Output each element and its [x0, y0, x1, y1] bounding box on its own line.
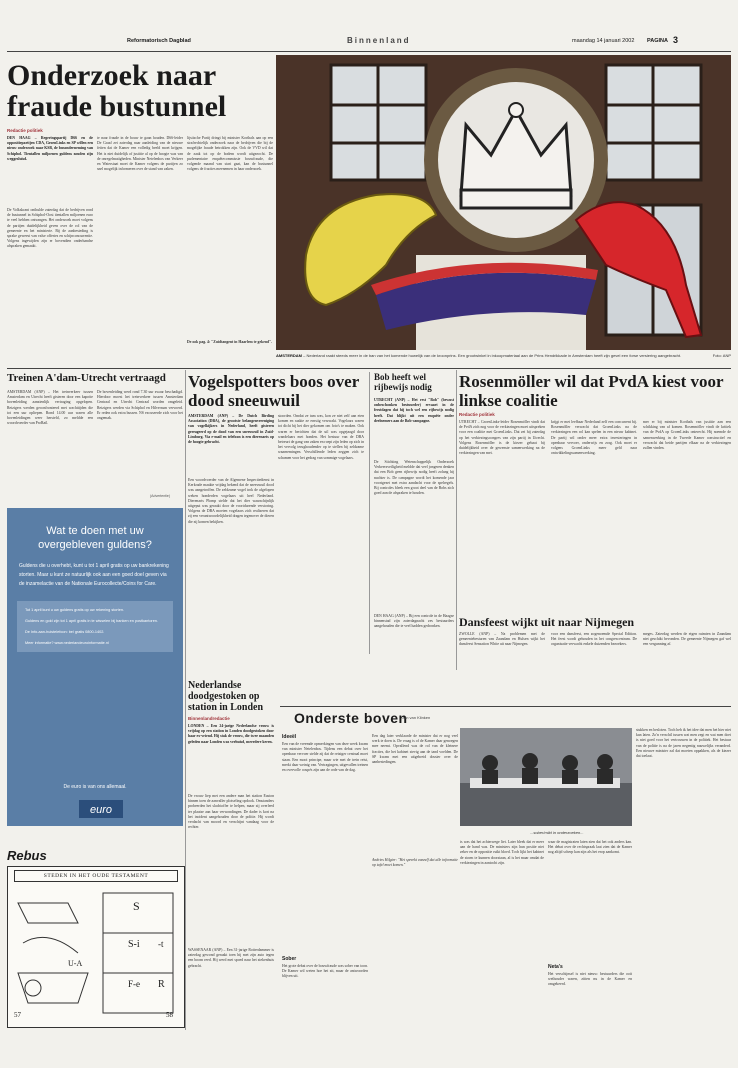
train-col1: AMSTERDAM (ANP) – Het treinverkeer tussen Amsterdam en Utrecht heeft gisteren door een kapotte bovenleiding aanzienlijk vertraging opgelopen. Reizigers werden geconfronteerd met wachttijden die tot een uur opliepen. Rond 14.00 uur waren alle bovenleidingen weer hersteld, zo meldde een woordvoerder van ProRail.: [7, 390, 93, 426]
column-rule: [185, 370, 186, 1030]
train-col2: De bovenleiding werd rond 7.30 uur zwaar beschadigd. Hierdoor moest het treinverkeer tussen Amsterdam Centraal en Utrecht Centraal worden omgeleid. Reizigers werden via Schiphol en Hilversum vervoerd. Er reden ook extra bussen. NS excuseerde zich voor het ongemak.: [97, 390, 183, 421]
rebus-title: Rebus: [7, 848, 47, 863]
rebus-symbol: -t: [158, 939, 164, 949]
section-rule-1: [7, 368, 731, 369]
ad-title: Wat te doen met uw overgebleven guldens?: [38, 525, 152, 551]
boven-col4b: Het verschijnsel is niet nieuw: bestuurders die ooit wethouder waren, zitten nu in de Kamer en omgekeerd.: [548, 972, 632, 987]
bob-stamp: DEN HAAG (ANP) – Bij een controle in de Haagse binnenstad zijn zaterdagnacht zes bestuurders aangehouden die te veel hadden gedronken.: [374, 614, 454, 629]
paper-name: Reformatorisch Dagblad: [127, 38, 191, 44]
nijmegen-col2: voor een dansfeest, een zogenoemde Special Edition. Het feest wordt gehouden in het congrescentrum. De organisatie verwacht enkele duizenden bezoekers.: [551, 632, 637, 647]
nijmegen-col3: meges. Zaterdag werden de eigen ruimten in Zaandam niet geschikt bevonden. De gemeente Nijmegen gaf wel een vergunning af.: [643, 632, 731, 647]
rosenmoller-col2: krijgt er met leefbaar Nederland zelf een concurrent bij. Rosenmöller verwacht dat GroenLinks na de verkiezingen een rol kan spelen in een nieuw kabinet. De partij wil onder meer extra investeringen in openbaar vervoer, onderwijs en zorg. Ook moet er volgens GroenLinks meer geld naar ontwikkelingssamenwerking.: [551, 420, 637, 456]
page-label: PAGINA: [647, 38, 668, 44]
caption-place: AMSTERDAM: [276, 353, 302, 358]
boven-headline: Onderste boven: [294, 710, 408, 726]
euro-logo-text: euro: [89, 804, 113, 816]
bird-headline: Vogelspotters boos over dood sneeuwuil: [188, 372, 359, 410]
advertisement-tag: (Advertentie): [150, 494, 171, 498]
boven-col1b: Het grote debat over de bouwfraude was sober van toon. De Kamer wil weten hoe het zit, maar de antwoorden blijven uit.: [282, 964, 368, 979]
nederlandse-headline: Nederlandse doodgestoken op station in Londen: [188, 680, 264, 713]
nederlandse-second: WASSENAAR (ANP) – Een 31-jarige Rotterdammer is zaterdag gewond geraakt toen hij met zijn auto tegen een boom reed. Hij werd met spoed naar het ziekenhuis gebracht.: [188, 948, 274, 968]
bob-lead: UTRECHT (ANP) – Het rest "Bob" (bewust onbeschonken bestuurder) ervaart in de feestdagen dat hij toch wel een rijbewijs nodig heeft. Dat blijkt uit een enquête onder deelnemers aan de Bob-campagne.: [374, 398, 454, 423]
train-headline: Treinen A'dam-Utrecht vertraagd: [7, 372, 166, 384]
lead-more: De ook pag. 4: "Zuidtangent in Haarlem te gekend".: [187, 340, 273, 344]
caption-text: – Nederland raakt steeds meer in de ban van het komende huwelijk van de kroonprins. Een grootwinkel in inkoopmateriaal aan de Prins Hendrikkade in Amsterdam heeft zijn gevel een forse versiering aangebracht.: [303, 353, 682, 358]
boven-col5: stukken en besloten. Toch heb ik het idee dat men het hier niet kan laten. Zo'n verschil tussen wat men zegt en wat men doet is niet goed voor het vertrouwen in de politiek. Het bestuur van de politie is na de jaren negentig nauwelijks veranderd. Een nieuwe minister zal dat moeten oppakken, als de kiezer dat toelaat.: [636, 728, 731, 759]
lead-body-col3: lijstische Partij dringt bij minister Korthals aan op een strafrechtelijk onderzoek naar de bedrijven die bij de mogelijke fraude betrokken zijn. Ook de VVD wil dat de zaak tot op de bodem wordt uitgezocht. De parlementaire enquêtecommissie bouwfraude, die volgende maand van start gaat, kan de bustunnel volgens de fracties meenemen in haar onderzoek.: [187, 136, 273, 172]
header-rule: [7, 51, 731, 52]
nijmegen-headline: Dansfeest wijkt uit naar Nijmegen: [459, 615, 635, 629]
bird-lead: AMSTERDAM (ANP) – De Dutch Birding Association (DBA), de grootste belangenvereniging van vogelkijkers in Nederland, heeft gisteren gereageerd op de dood van een sneeuwuil in Zuid-Limburg. Via e-mail en telefoon is een dierenarts op de hoogte gebracht.: [188, 414, 274, 445]
lead-headline: Onderzoek naar fraude bustunnel: [7, 59, 227, 123]
photo-caption: [276, 353, 731, 365]
rosenmoller-kicker: Redactie politiek: [459, 412, 495, 417]
boven-col1: Een van de vreemde opmerkingen van deze week kwam van minister Netelenbos. Tijdens een debat over het openbaar vervoer stelde zij dat de reiziger centraal moet staan. Een mooi principe, maar wie met de trein reist, merkt daar weinig van. Vertragingen, uitgevallen treinen en overvolle coupés zijn aan de orde van de dag.: [282, 742, 368, 773]
bob-headline: Bob heeft wel rijbewijs nodig: [374, 372, 432, 392]
column-rule: [456, 370, 457, 670]
boven-rule: [280, 706, 731, 707]
rebus-number-right: 58: [166, 1011, 173, 1019]
bob-box: [369, 372, 456, 654]
boven-subhead: Neta's: [548, 964, 563, 970]
page-header: [7, 36, 731, 50]
rebus-symbol: F-e: [128, 979, 140, 989]
main-photo: [276, 55, 731, 350]
boven-col4: waar de magistraten laten zien dat het ook anders kan. Het debat over de rechtspraak laat zien dat de Kamer nog altijd scherp kan zijn als het erop aankomt.: [548, 840, 632, 855]
lead-body-col2: te naar fraude in de bouw te gaan houden. D66-leider De Graaf zei zaterdag naar aanleiding van de nieuwe feiten dat de Kamer een volledig beeld moet krijgen. Het is niet duidelijk of justitie al op de hoogte was van de onregelmatigheden. Minister Netelenbos van Verkeer en Waterstaat moet de Kamer volgens de partijen zo snel mogelijk informeren over de stand van zaken.: [97, 136, 183, 172]
section-name: Binnenland: [347, 36, 411, 45]
ad-bullet: Meer informatie? www.nederlandeuroinformatie.nl: [25, 641, 109, 645]
rebus-banner: STEDEN IN HET OUDE TESTAMENT: [14, 870, 178, 882]
rosenmoller-headline: Rosenmöller wil dat PvdA kiest voor linkse coalitie: [459, 372, 724, 410]
ad-footer: De euro is van ons allemaal.: [63, 784, 127, 790]
boven-col3: is was dat het achterwege liet. Later bleek dat er meer aan de hand was. De ministers zijn hun positie niet zeker en de oppositie ruikt bloed. Toch lijkt het kabinet de storm te kunnen doorstaan, al is het maar omdat de verkiezingen in aantocht zijn.: [460, 840, 544, 865]
boven-photo: [460, 728, 632, 826]
rebus-symbol: S: [133, 899, 140, 913]
nederlandse-kicker: Binnenlandredactie: [188, 716, 230, 721]
boven-quote: Andries Hilgier: "Het spreekt vanzelf dat alle informatie op tafel moet komen.": [372, 858, 458, 868]
lead-intro: DEN HAAG – Regeringspartij D66 en de oppositiepartijen CDA, GroenLinks en SP willen een nieuw onderzoek naar KSB, de busonderneming van Schiphol. Tientallen miljoenen guldens zouden zijn weggesluisd.: [7, 136, 93, 161]
bird-col2: stoorden. Omdat ze tam was, kon ze niet zelf aan eten komen en raakte ze ernstig verzwakt. Vogelaars waren tot dicht bij het dier gekomen om foto's te maken. Ook waren er berichten dat de uil was opgejaagd door wandelaars met honden. Het bestuur van de DBA betreurt de gang van zaken en roept zijn leden op zich in het vervolg terughoudender op te stellen bij zeldzame waarnemingen. Verschillende leden zeggen zich te schamen voor het gedrag van sommige vogelaars.: [278, 414, 364, 460]
photo-credit: Foto: ANP: [712, 353, 731, 358]
lead-body-col1: De Volkskrant onthulde zaterdag dat de bedrijven rond de bustunnel in Schiphol-Oost tientallen miljoenen euro te veel hebben ontvangen. Het onderzoek moet volgens de partijen duidelijkheid geven over de rol van de gemeente en het ministerie. Bij de aanbesteding is sprake geweest van valse offertes en schijnconcurrentie. Volgens ingewijden zijn er bovendien onderhandse afspraken gemaakt.: [7, 208, 93, 249]
rebus-symbol: U-A: [68, 959, 83, 968]
euro-advertisement: [7, 508, 183, 826]
page-number: 3: [673, 35, 679, 45]
rebus-number-left: 57: [14, 1011, 21, 1019]
rebus-drawings: [8, 883, 184, 1023]
boven-byline: Jan van Klinken: [402, 715, 431, 720]
boven-col2: Een dag later verklaarde de minister dat er nog veel werk te doen is. De vraag is of de Kamer daar genoegen mee neemt. Opvallend was de rol van de kleinere fracties, die het kabinet stevig aan de tand voelden. De SP kwam met een uitgebreid dossier over de aanbestedingen.: [372, 734, 458, 765]
boven-subhead: Sober: [282, 956, 297, 962]
lead-kicker: Redactie politiek: [7, 128, 43, 133]
rebus-symbol: S-i: [128, 939, 140, 950]
ad-bullet: De Info-aan-huistelefoon: bel gratis 0800-1402.: [25, 630, 105, 634]
rosenmoller-col1: UTRECHT – GroenLinks-leider Rosenmöller vindt dat de PvdA zich nog voor de verkiezingen moet uitspreken voor een coalitie met GroenLinks. Dat zei hij zaterdag op het verkiezingscongres van zijn partij in Utrecht. Volgens Rosenmöller is de kiezer gebaat bij duidelijkheid over de gewenste samenwerking na de verkiezingen van mei.: [459, 420, 545, 456]
bird-col1: Een woordvoerder van de Algemene Inspectiedienst in Kerkrade maakte vrijdag bekend dat de sneeuwuil dood was aangetroffen. De zeldzame vogel trok de afgelopen weken honderden vogelaars uit heel Nederland. Dierenarts Plomp stelde dat het dier waarschijnlijk uitgeput was geraakt door de voortdurende verstoring. Volgens de DBA moeten vogelaars zich realiseren dat zij een verantwoordelijkheid dragen tegenover de dieren die zij komen bekijken.: [188, 478, 274, 524]
boven-photo-caption: ...sober/mild in onderzoeken...: [530, 830, 584, 835]
rebus-symbol: R: [158, 979, 165, 990]
panel-photo-illustration: [460, 728, 632, 826]
rosenmoller-col3: mer er bij minister Korthals van justitie aan een schikking van af komen. Rosenmöller vindt de kritiek van de PvdA op GroenLinks onterecht. Hij noemde de samenwerking in de Tweede Kamer constructief en verwacht dat beide partijen elkaar na de verkiezingen zullen vinden.: [643, 420, 731, 451]
nederlandse-lead: LONDEN – Een 24-jarige Nederlandse vrouw is vrijdag op een station in Londen doodgestoken door haar ex-vriend. Hij stak de vrouw, die twee maanden geleden naar Londen was verhuisd, meerdere keren.: [188, 724, 274, 744]
shop-facade-illustration: [276, 55, 731, 350]
ad-text: Guldens die u overhebt, kunt u tot 1 april gratis op uw bankrekening storten. Maar u kunt ze natuurlijk ook aan een goed doel geven via de inzamelactie van de Nationale Eurocollecte/Coins for Care.: [19, 563, 169, 587]
ad-bullet-box: [17, 601, 173, 652]
bob-body: De Stichting Wetenschappelijk Onderzoek Verkeersveiligheid meldde dat veel jongeren denken dat een Bob geen rijbewijs nodig heeft zolang hij nuchter is. De campagne wordt het komende jaar voortgezet met extra aandacht voor de spelregels. Bij controles bleek een groot deel van de Bobs zich goed aan de afspraken te houden.: [374, 460, 454, 496]
euro-logo: [79, 800, 123, 818]
ad-bullet: Guldens en gold zijn tot 1 april gratis in te wisselen bij banken en postkantoren.: [25, 619, 158, 623]
nederlandse-body: De vrouw liep met een andere man het station Euston binnen toen de aanvaller plotseling opdook. Omstanders probeerden het slachtoffer te helpen, maar zij overleed ter plaatse aan haar verwondingen. De dader is kort na het incident aangehouden door de politie. Hij wordt verdacht van moord en verschijnt vandaag voor de rechter.: [188, 794, 274, 830]
nijmegen-col1: ZWOLLE (ANP) – Na problemen met de gemeentebesturen van Zaandam en Hulsen wijkt het dansfeest Sensation White uit naar Nijmegen.: [459, 632, 545, 647]
boven-subhead: Ideeël: [282, 734, 297, 740]
page-date: maandag 14 januari 2002: [572, 38, 635, 44]
rebus-puzzle: [7, 866, 185, 1028]
ad-bullet: Tot 1 april kunt u uw guldens gratis op uw rekening storten.: [25, 608, 124, 612]
